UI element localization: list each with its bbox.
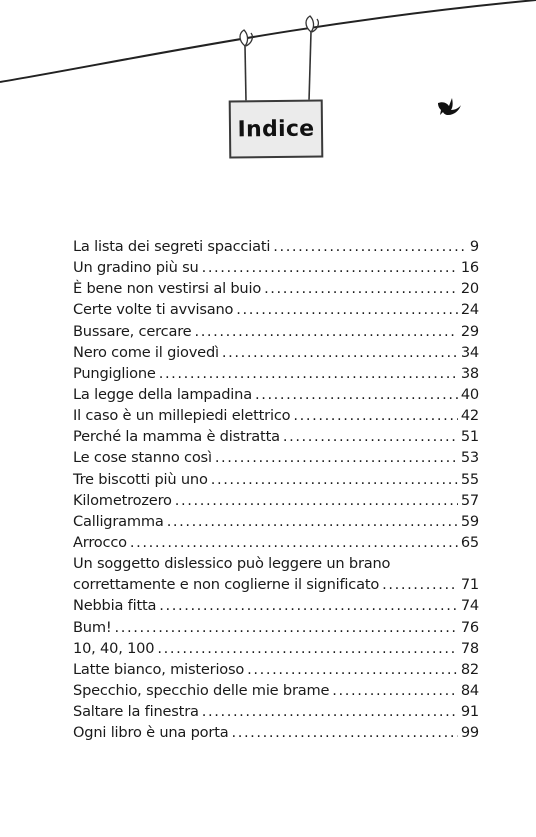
toc-entry[interactable] [73,278,479,299]
toc-entry-page: 53 [460,449,479,467]
toc-leader-dots [194,321,457,342]
toc-entry[interactable] [73,553,479,595]
toc-entry-title: Perché la mamma è distratta [73,428,280,446]
toc-entry[interactable] [73,722,479,743]
toc-leader-dots [211,469,458,490]
toc-entry[interactable] [73,511,479,532]
toc-leader-dots [382,574,458,595]
toc-leader-dots [283,426,458,447]
toc-leader-dots [255,384,458,405]
toc-entry-page: 78 [460,639,479,657]
toc-entry[interactable] [73,236,479,257]
toc-entry-title: Certe volte ti avvisano [73,301,234,319]
toc-leader-dots [273,236,467,257]
toc-entry-title: Un gradino più su [73,259,199,277]
toc-entry[interactable] [73,405,479,426]
toc-entry[interactable] [73,299,479,320]
toc-leader-dots [202,701,458,722]
toc-entry-page: 71 [460,576,479,594]
toc-entry-page: 24 [460,301,479,319]
toc-entry[interactable] [73,680,479,701]
toc-entry-title: La legge della lampadina [73,385,252,403]
toc-entry-page: 38 [460,364,479,382]
toc-leader-dots [115,617,458,638]
toc-entry-title: Saltare la finestra [73,703,199,721]
toc-entry[interactable] [73,257,479,278]
toc-entry[interactable] [73,426,479,447]
toc-entry-title-line1: Un soggetto dislessico può leggere un brano [73,555,391,573]
toc-leader-dots [175,490,458,511]
toc-leader-dots [159,595,458,616]
title-sign [229,100,324,159]
toc-entry-page: 42 [460,407,479,425]
toc-entry-page: 74 [460,597,479,615]
toc-entry-page: 76 [460,618,479,636]
toc-entry-page: 20 [460,280,479,298]
toc-entry-page: 9 [469,238,479,255]
toc-entry[interactable] [73,617,479,638]
toc-entry-title: Kilometrozero [73,491,172,509]
toc-entry-page: 16 [460,259,479,277]
toc-entry[interactable] [73,595,479,616]
toc-leader-dots [130,532,458,553]
toc-leader-dots [157,638,457,659]
toc-entry-page: 91 [460,703,479,721]
bird-icon [438,98,461,115]
toc-entry-page: 55 [460,470,479,488]
toc-entry-title: correttamente e non coglierne il significato [73,576,380,594]
toc-entry-title: Nebbia fitta [73,597,157,615]
toc-entry-page: 51 [460,428,479,446]
toc-entry-title: È bene non vestirsi al buio [73,280,262,298]
toc-entry[interactable] [73,701,479,722]
toc-entry-title: Calligramma [73,512,164,530]
toc-leader-dots [222,342,458,363]
clothesline [0,0,536,82]
toc-entry-page: 40 [460,385,479,403]
toc-entry-page: 29 [460,322,479,340]
toc-entry[interactable] [73,363,479,384]
toc-entry-page: 65 [460,533,479,551]
toc-leader-dots [159,363,458,384]
toc-leader-dots [231,722,457,743]
toc-entry-title: Tre biscotti più uno [73,470,208,488]
toc-entry-title: Pungiglione [73,364,156,382]
toc-entry[interactable] [73,490,479,511]
toc-leader-dots [167,511,458,532]
toc-entry-title: Arrocco [73,533,127,551]
toc-entry[interactable] [73,659,479,680]
toc-entry-title: Bussare, cercare [73,322,192,340]
toc-entry-title: Le cose stanno così [73,449,212,467]
toc-entry[interactable] [73,638,479,659]
toc-leader-dots [264,278,458,299]
toc-entry[interactable] [73,384,479,405]
toc-leader-dots [202,257,458,278]
toc-leader-dots [332,680,458,701]
toc-entry[interactable] [73,321,479,342]
toc-entry-title: Latte bianco, misterioso [73,660,245,678]
toc-entry-page: 84 [460,681,479,699]
string-right [309,32,311,101]
toc-entry[interactable] [73,469,479,490]
toc-entry-title: Bum! [73,618,112,636]
page-title: Indice [237,116,315,142]
string-left [245,46,246,101]
toc-entry-title: Nero come il giovedì [73,343,219,361]
table-of-contents [73,236,479,743]
toc-entry[interactable] [73,342,479,363]
toc-entry-page: 34 [460,343,479,361]
toc-entry-title: 10, 40, 100 [73,639,155,657]
toc-entry-page: 99 [460,724,479,742]
toc-entry[interactable] [73,447,479,468]
toc-entry-page: 57 [460,491,479,509]
toc-entry-page: 59 [460,512,479,530]
toc-entry[interactable] [73,532,479,553]
toc-entry-title: La lista dei segreti spacciati [73,238,271,255]
toc-entry-title: Il caso è un millepiedi elettrico [73,407,291,425]
toc-entry-page: 82 [460,660,479,678]
toc-leader-dots [293,405,457,426]
toc-leader-dots [215,447,458,468]
toc-leader-dots [247,659,458,680]
toc-leader-dots [236,299,458,320]
toc-entry-title: Specchio, specchio delle mie brame [73,681,330,699]
leaf-right-icon [306,16,318,32]
toc-entry-title: Ogni libro è una porta [73,724,229,742]
